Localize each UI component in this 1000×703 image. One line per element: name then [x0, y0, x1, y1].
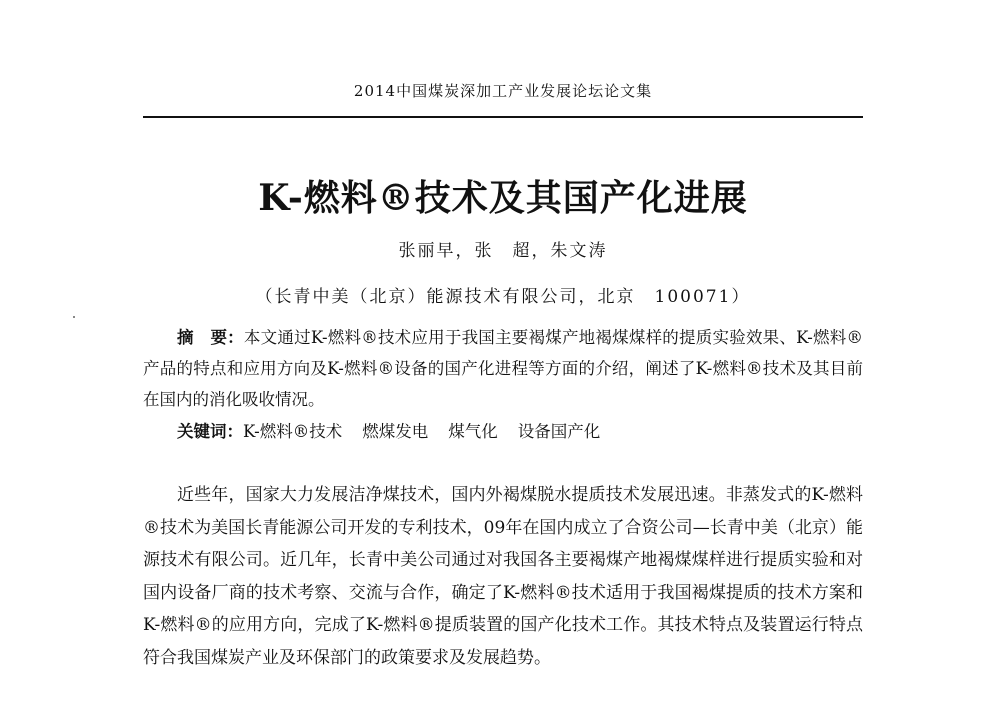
affiliation: （长青中美（北京）能源技术有限公司，北京 100071） [255, 287, 751, 307]
keyword: 煤气化 [448, 422, 498, 441]
keyword: 燃煤发电 [362, 422, 429, 441]
keywords-label: 关键词： [177, 422, 243, 441]
authors: 张丽早，张 超，朱文涛 [398, 241, 608, 261]
body-paragraph: 近些年，国家大力发展洁净煤技术，国内外褐煤脱水提质技术发展迅速。非蒸发式的K-燃料®技术为美国长青能源公司开发的专利技术，09年在国内成立了合资公司—长青中美（北京）能源技术有限公司。近几年，长青中美公司通过对我国各主要褐煤产地褐煤煤样进行提质实验和对国内设备厂商的技术考察、交流与合作，确定了K-燃料®技术适用于我国褐煤提质的技术方案和K-燃料®的应用方向，完成了K-燃料®提质装置的国产化技术工作。其技术特点及装置运行特点符合我国煤炭产业及环保部门的政策要求及发展趋势。 [143, 485, 863, 668]
keyword: 设备国产化 [517, 422, 601, 441]
abstract [143, 322, 863, 415]
scan-artifact [73, 316, 75, 318]
running-header: 2014中国煤炭深加工产业发展论坛论文集 [353, 82, 653, 100]
abstract-label: 摘 要： [177, 328, 244, 347]
keyword: K-燃料®技术 [243, 422, 343, 441]
keywords [177, 416, 863, 447]
header-rule [143, 116, 863, 118]
paper-title: K-燃料®技术及其国产化进展 [258, 177, 748, 219]
abstract-text: 本文通过K-燃料®技术应用于我国主要褐煤产地褐煤煤样的提质实验效果、K-燃料®产品的特点和应用方向及K-燃料®设备的国产化进程等方面的介绍，阐述了K-燃料®技术及其目前在国内的消化吸收情况。 [143, 328, 864, 409]
